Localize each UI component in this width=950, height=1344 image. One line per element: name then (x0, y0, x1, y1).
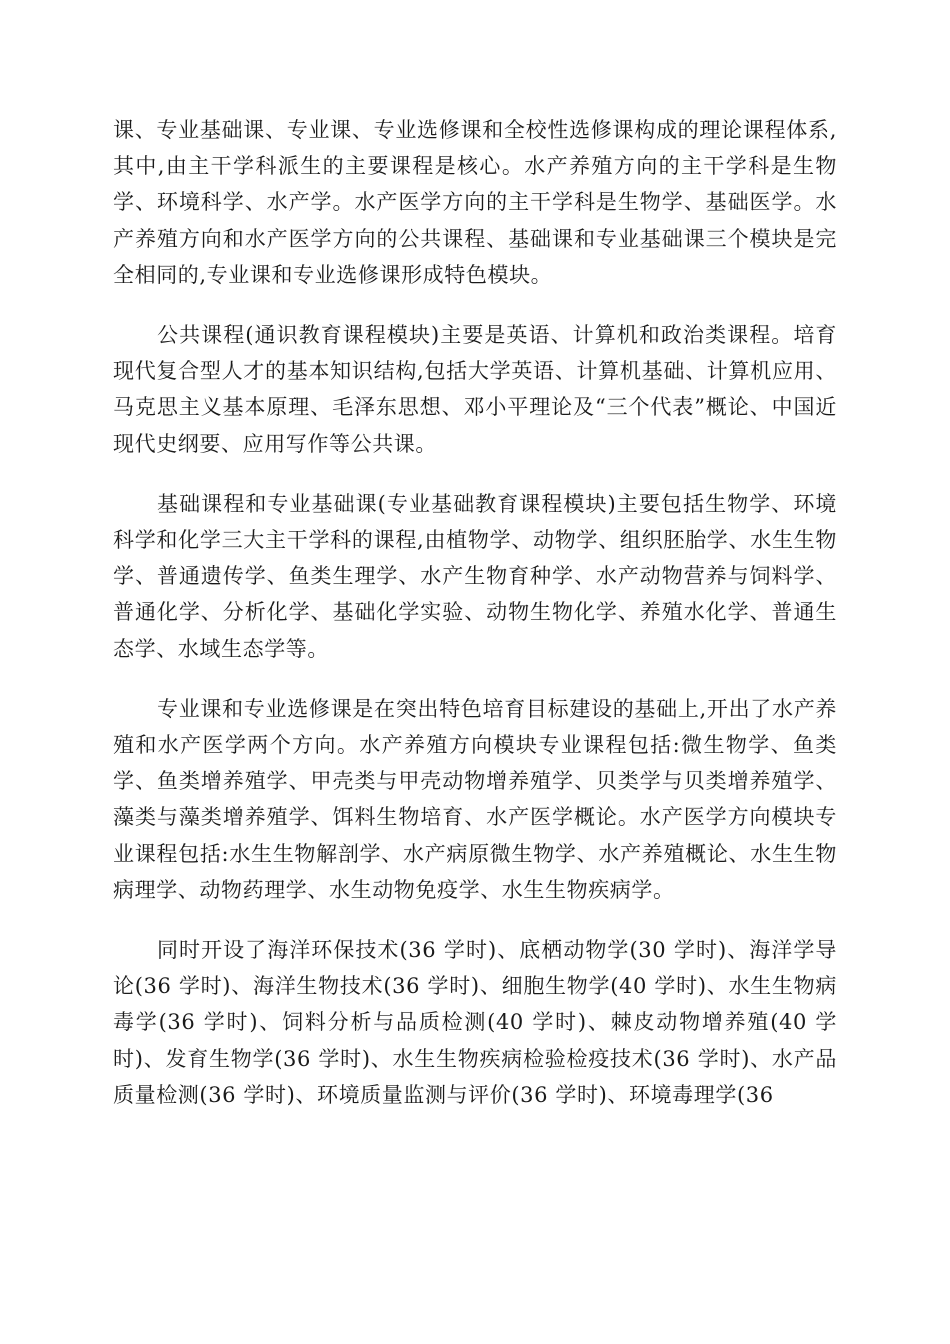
paragraph-professional-courses: 专业课和专业选修课是在突出特色培育目标建设的基础上,开出了水产养殖和水产医学两个方向。水产养殖方向模块专业课程包括:微生物学、鱼类学、鱼类增养殖学、甲壳类与甲壳动物增养殖学、贝类学与贝类增养殖学、藻类与藻类增养殖学、饵料生物培育、水产医学概论。水产医学方向模块专业课程包括:水生生物解剖学、水产病原微生物学、水产养殖概论、水生生物病理学、动物药理学、水生动物免疫学、水生生物疾病学。 (113, 696, 837, 902)
paragraph-basic-courses: 基础课程和专业基础课(专业基础教育课程模块)主要包括生物学、环境科学和化学三大主干学科的课程,由植物学、动物学、组织胚胎学、水生生物学、普通遗传学、鱼类生理学、水产生物育种学、水产动物营养与饲料学、普通化学、分析化学、基础化学实验、动物生物化学、养殖水化学、普通生态学、水域生态学等。 (113, 491, 837, 661)
paragraph-curriculum-system: 课、专业基础课、专业课、专业选修课和全校性选修课构成的理论课程体系,其中,由主干学科派生的主要课程是核心。水产养殖方向的主干学科是生物学、环境科学、水产学。水产医学方向的主干学科是生物学、基础医学。水产养殖方向和水产医学方向的公共课程、基础课和专业基础课三个模块是完全相同的,专业课和专业选修课形成特色模块。 (113, 118, 837, 287)
paragraph-public-courses: 公共课程(通识教育课程模块)主要是英语、计算机和政治类课程。培育现代复合型人才的基本知识结构,包括大学英语、计算机基础、计算机应用、马克思主义基本原理、毛泽东思想、邓小平理论及“三个代表”概论、中国近现代史纲要、应用写作等公共课。 (113, 323, 837, 456)
document-body (113, 112, 837, 1137)
paragraph-elective-courses: 同时开设了海洋环保技术(36 学时)、底栖动物学(30 学时)、海洋学导论(36 学时)、海洋生物技术(36 学时)、细胞生物学(40 学时)、水生生物病毒学(36 学时)、饲料分析与品质检测(40 学时)、棘皮动物增养殖(40 学时)、发育生物学(36 学时)、水生生物疾病检验检疫技术(36 学时)、水产品质量检测(36 学时)、环境质量监测与评价(36 学时)、环境毒理学(36 (113, 938, 837, 1107)
